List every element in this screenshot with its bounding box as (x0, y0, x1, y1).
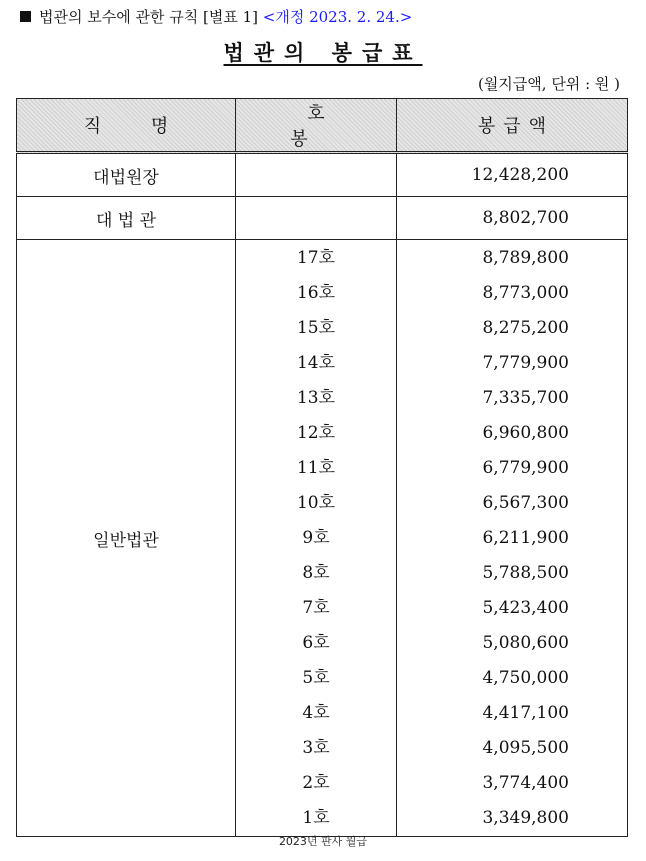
unit-note: (월지급액, 단위 : 원 ) (477, 75, 620, 93)
grade-step: 16호 (296, 283, 336, 303)
page-title-text: 법관의 봉급표 (223, 40, 423, 65)
grade-amount: 8,773,000 (482, 283, 569, 303)
grade-step: 10호 (296, 493, 336, 513)
grade-step: 11호 (296, 458, 336, 478)
amount-list (397, 240, 627, 836)
grade-amount: 8,789,800 (482, 248, 569, 268)
grade-amount: 5,788,500 (482, 563, 569, 583)
grade-cell (236, 197, 397, 240)
grade-step: 12호 (296, 423, 336, 443)
grade-step: 13호 (296, 388, 336, 408)
salary-table (16, 98, 628, 837)
grade-step: 7호 (302, 598, 330, 618)
footer-caption: 2023년 판사 월급 (278, 835, 368, 848)
grade-cell (236, 153, 397, 197)
grade-step: 2호 (302, 773, 330, 793)
grade-amount: 3,774,400 (482, 773, 569, 793)
position-cell: 대 법 관 (17, 197, 236, 240)
grade-amount: 6,960,800 (482, 423, 569, 443)
grade-amount: 4,095,500 (482, 738, 569, 758)
grade-step: 9호 (302, 528, 330, 548)
amount-cell: 12,428,200 (397, 153, 628, 197)
rule-title: 법관의 보수에 관한 규칙 [별표 1] (39, 8, 258, 26)
grade-step: 3호 (302, 738, 330, 758)
table-header-row (17, 99, 628, 153)
rule-header (20, 7, 412, 27)
grade-step: 17호 (296, 248, 336, 268)
grade-amount: 5,080,600 (482, 633, 569, 653)
amount-list-cell (397, 240, 628, 837)
column-header-grade: 호 봉 (236, 99, 397, 153)
grade-amount: 8,275,200 (482, 318, 569, 338)
grade-step: 1호 (302, 808, 330, 828)
grade-step: 8호 (302, 563, 330, 583)
grade-amount: 5,423,400 (482, 598, 569, 618)
grade-step: 14호 (296, 353, 336, 373)
grade-step: 5호 (302, 668, 330, 688)
grade-amount: 4,417,100 (482, 703, 569, 723)
grade-amount: 6,567,300 (482, 493, 569, 513)
grade-amount: 4,750,000 (482, 668, 569, 688)
grade-amount: 6,211,900 (482, 528, 569, 548)
table-row (17, 153, 628, 197)
column-header-amount: 봉급액 (397, 99, 628, 153)
grade-step: 15호 (296, 318, 336, 338)
amount-cell: 8,802,700 (397, 197, 628, 240)
grade-step: 6호 (302, 633, 330, 653)
page-title (0, 39, 646, 67)
grade-list-cell (236, 240, 397, 837)
table-row (17, 197, 628, 240)
black-square-icon (20, 11, 31, 22)
position-cell: 일반법관 (17, 240, 236, 837)
grade-amount: 6,779,900 (482, 458, 569, 478)
grade-amount: 7,335,700 (482, 388, 569, 408)
column-header-position: 직 명 (17, 99, 236, 153)
grade-amount: 3,349,800 (482, 808, 569, 828)
position-cell: 대법원장 (17, 153, 236, 197)
grade-step: 4호 (302, 703, 330, 723)
table-row (17, 240, 628, 837)
grade-amount: 7,779,900 (482, 353, 569, 373)
amendment-date: <개정 2023. 2. 24.> (262, 8, 413, 26)
grade-list (236, 240, 396, 836)
